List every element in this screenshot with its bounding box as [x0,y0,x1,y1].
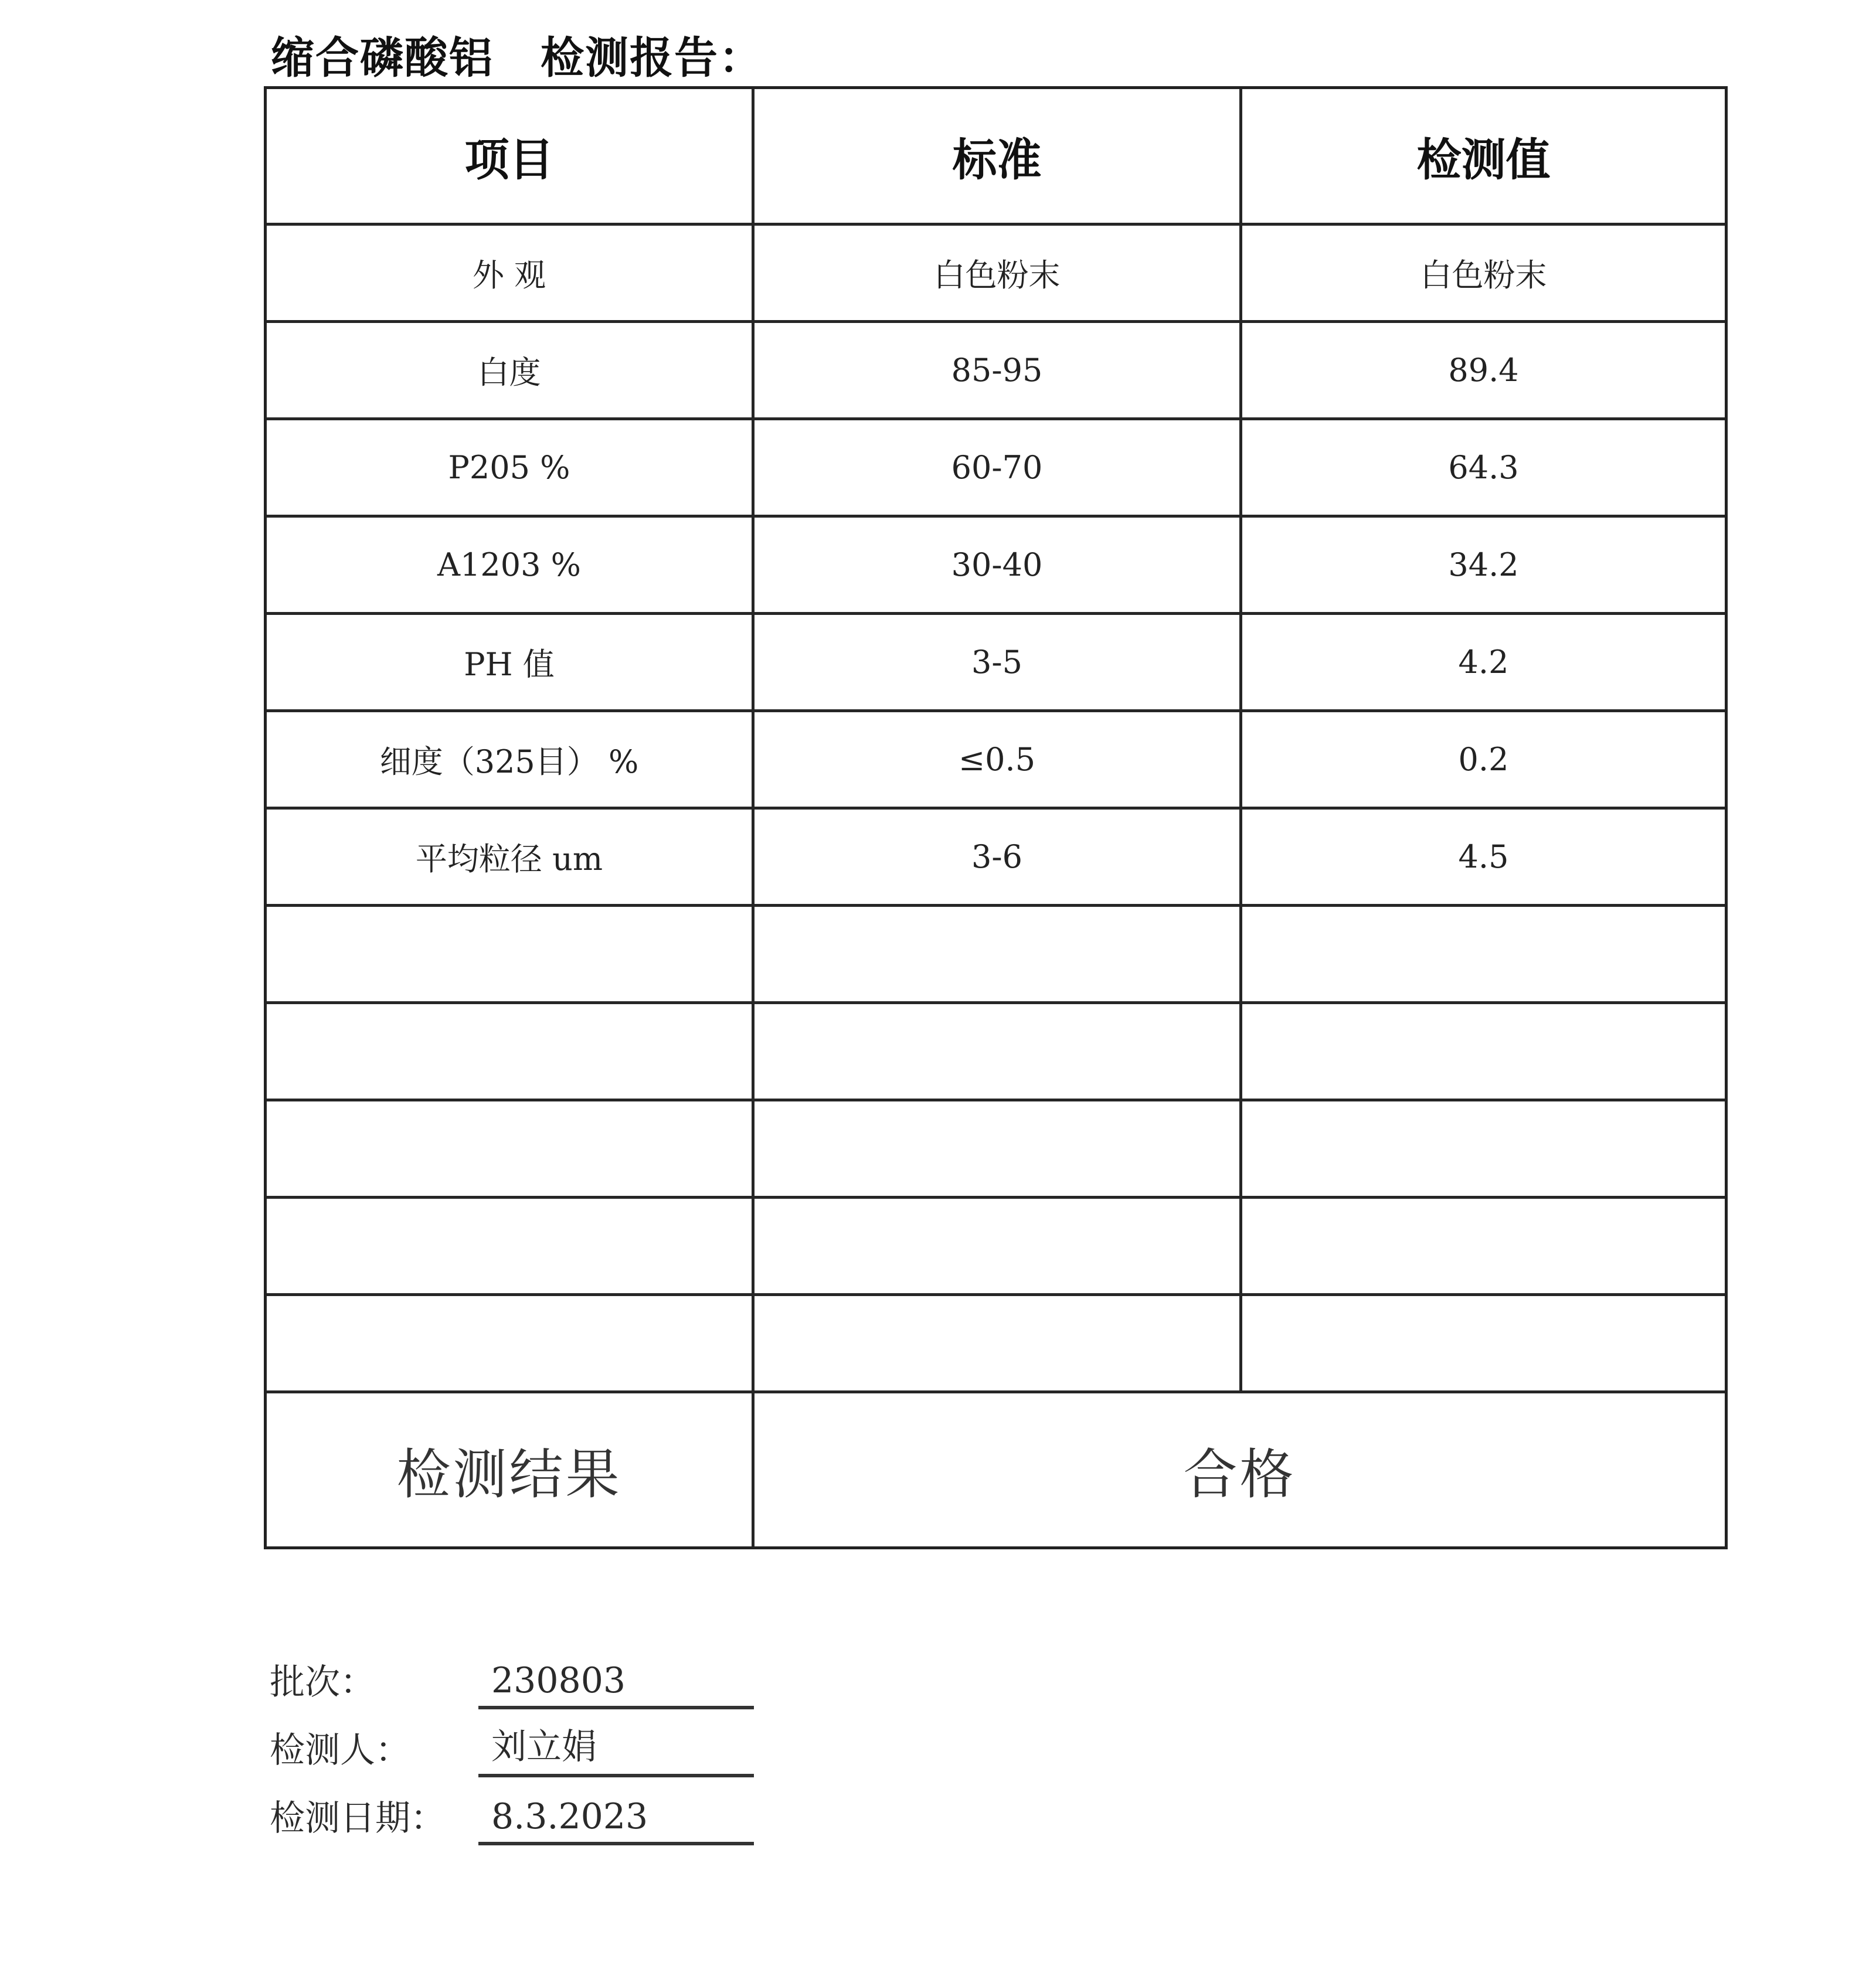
row-standard: 85-95 [755,323,1242,417]
row-standard [755,907,1242,1001]
header-item: 项目 [267,89,755,223]
batch-value-line [478,1647,754,1709]
row-measured [1242,1296,1725,1390]
row-standard [755,1199,1242,1293]
inspector-value: 刘立娟 [491,1726,597,1767]
report-title [271,26,763,90]
inspection-date-value: 8.3.2023 [491,1796,648,1837]
row-item: 平均粒径 um [267,810,755,904]
table-row [267,518,1725,615]
row-measured: 0.2 [1458,741,1509,778]
row-measured [1242,907,1725,1001]
row-standard: 30-40 [755,518,1242,612]
table-row [267,712,1725,810]
table-row [267,323,1725,420]
inspection-date-field [270,1783,756,1845]
row-measured: 4.5 [1458,838,1509,875]
row-measured: 64.3 [1448,449,1519,486]
row-standard: 白色粉末 [755,226,1242,320]
row-measured: 4.2 [1458,644,1509,681]
table-row [267,810,1725,907]
row-item: P205 % [267,420,755,515]
batch-field [270,1647,756,1709]
row-item [267,1101,755,1196]
table-row [267,1199,1725,1296]
table-row [267,907,1725,1004]
row-item [267,907,755,1001]
row-item [267,1004,755,1099]
inspection-table [264,86,1728,1549]
row-measured: 白色粉末 [1420,257,1547,294]
inspector-value-line [478,1715,754,1777]
table-row [267,226,1725,323]
row-standard: 3-5 [755,615,1242,709]
inspection-date-value-line [478,1783,754,1845]
row-item: 外 观 [267,226,755,320]
row-item: A1203 % [267,518,755,612]
row-standard: 3-6 [755,810,1242,904]
row-standard [755,1101,1242,1196]
table-header-row [267,89,1725,226]
row-measured [1242,1004,1725,1099]
result-label: 检测结果 [267,1393,755,1546]
row-measured: 34.2 [1448,546,1519,583]
table-row [267,1296,1725,1393]
table-row [267,1101,1725,1199]
result-value: 合格 [1183,1443,1296,1506]
row-item: PH 值 [267,615,755,709]
row-standard: ≤0.5 [755,712,1242,807]
inspector-field [270,1715,756,1777]
row-item: 细度（325目） % [267,712,755,807]
product-name: 缩合磷酸铝 [271,33,494,83]
table-row [267,420,1725,518]
table-row [267,615,1725,712]
header-standard: 标准 [755,89,1242,223]
table-row [267,1004,1725,1101]
batch-value: 230803 [491,1660,626,1701]
row-item: 白度 [267,323,755,417]
result-row [267,1393,1725,1546]
inspection-date-label: 检测日期： [270,1798,446,1839]
inspector-label: 检测人： [270,1730,410,1771]
row-item [267,1296,755,1390]
header-measured: 检测值 [1416,133,1551,186]
row-measured [1242,1199,1725,1293]
batch-label: 批次： [270,1662,375,1703]
row-measured: 89.4 [1448,352,1519,389]
row-item [267,1199,755,1293]
row-standard: 60-70 [755,420,1242,515]
report-title-suffix: 检测报告： [541,33,763,83]
row-standard [755,1004,1242,1099]
row-standard [755,1296,1242,1390]
row-measured [1242,1101,1725,1196]
